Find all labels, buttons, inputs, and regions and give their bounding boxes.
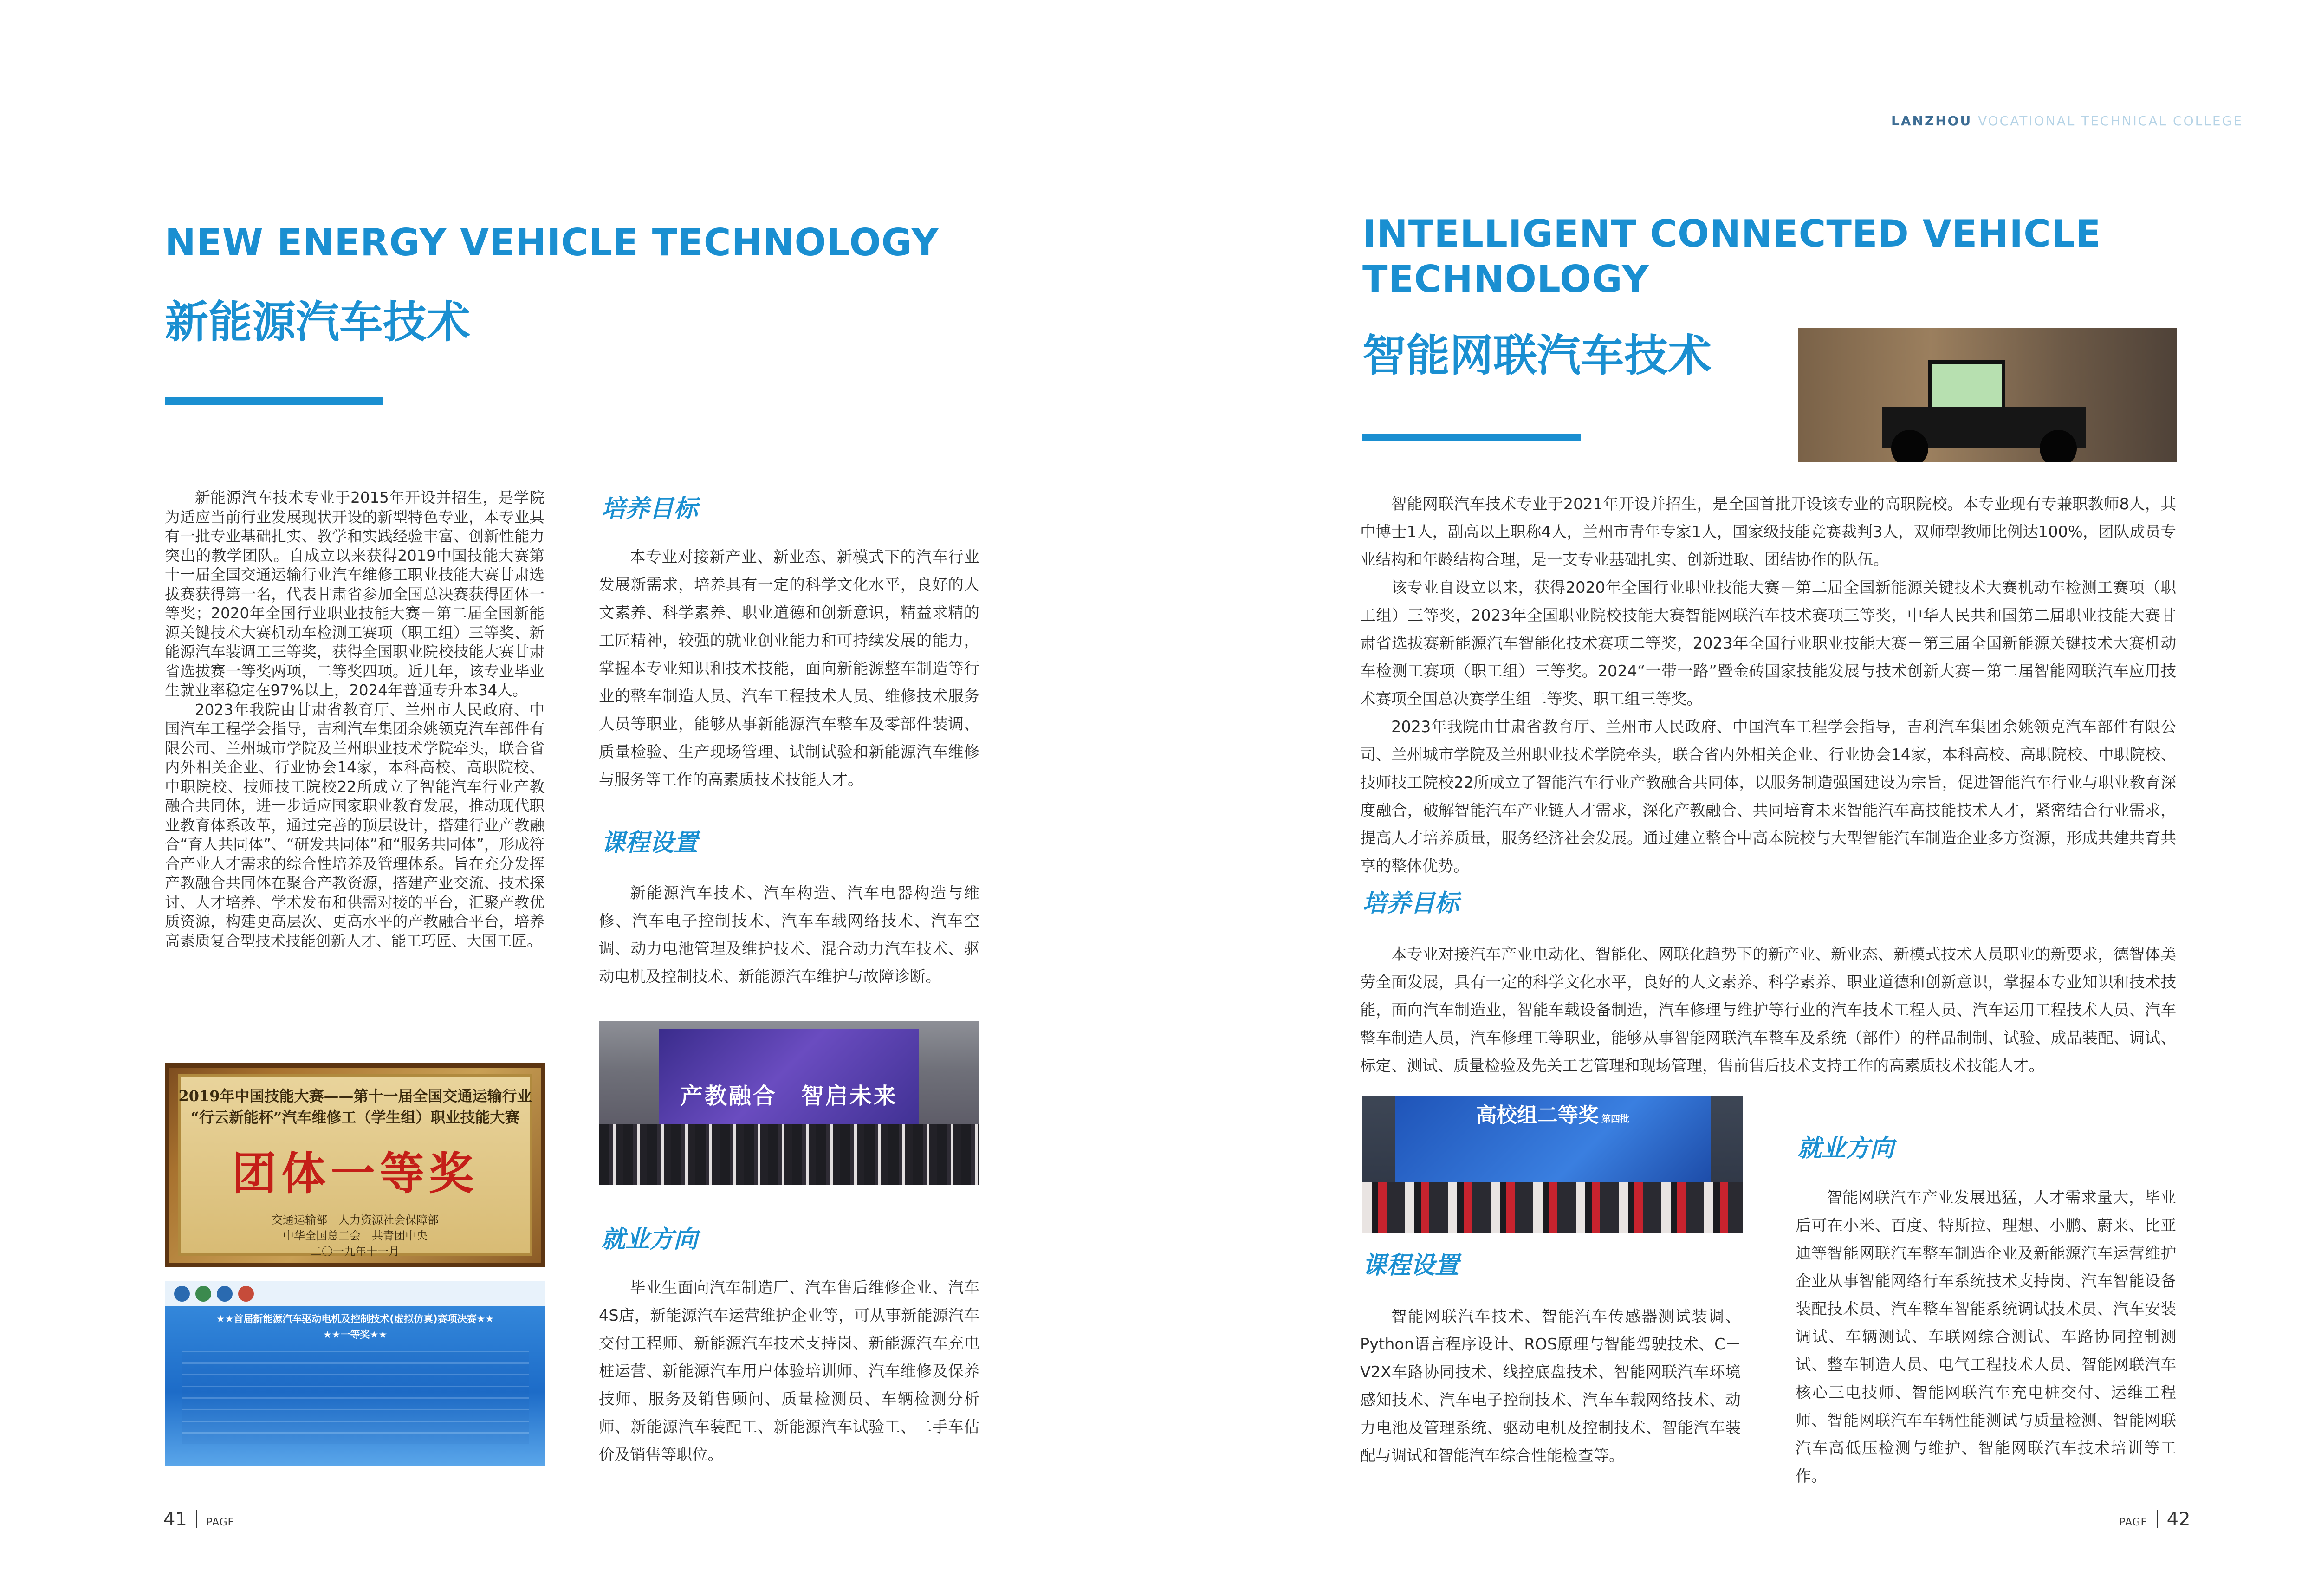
stage-screen — [1395, 1096, 1711, 1189]
left-sec-course-title: 课程设置 — [601, 829, 698, 857]
left-sec-course-text — [599, 879, 979, 991]
right-intro-p2: 该专业自设立以来，获得2020年全国行业职业技能大赛－第二届全国新能源关键技术大赛机动车检测工赛项（职工组）三等奖，2023年全国职业院校技能大赛智能网联汽车技术赛项三等奖，中华人民共和国第二届职业技能大赛甘肃省选拔赛新能源汽车智能化技术赛项二等奖，2023年全国行业职业技能大赛－第三届全国新能源关键技术大赛机动车检测工赛项（职工组）三等奖。2024“一带一路”暨金砖国家技能发展与技术创新大赛－第二届智能网联汽车应用技术赛项全国总决赛学生组二等奖、职工组三等奖。 — [1360, 578, 2176, 708]
right-intro — [1360, 490, 2176, 880]
left-title-en: NEW ENERGY VEHICLE TECHNOLOGY — [165, 221, 939, 264]
left-page-divider — [196, 1510, 197, 1528]
certificate-header — [178, 1085, 532, 1128]
results-screen-photo — [165, 1281, 545, 1466]
right-intro-p1: 智能网联汽车技术专业于2021年开设并招生，是全国首批开设该专业的高职院校。本专业现有专兼职教师8人，其中博士1人，副高以上职称4人，兰州市青年专家1人，国家级技能竞赛裁判3人，双师型教师比例达100%，团队成员专业结构和年龄结构合理，是一支专业基础扎实、创新进取、团结协作的队伍。 — [1360, 495, 2176, 569]
right-page-divider — [2157, 1510, 2158, 1528]
right-sec-course-paragraph: 智能网联汽车技术、智能汽车传感器测试装调、Python语言程序设计、ROS原理与智能驾驶技术、C－V2X车路协同技术、线控底盘技术、智能网联汽车环境感知技术、汽车电子控制技术、汽车车载网络技术、动力电池及管理系统、驱动电机及控制技术、智能汽车装配与调试和智能汽车综合性能检查等。 — [1360, 1307, 1741, 1465]
left-sec-career-title: 就业方向 — [601, 1226, 698, 1253]
vehicle-wheel — [2040, 430, 2077, 462]
right-sec-course-title: 课程设置 — [1362, 1252, 1459, 1279]
logo-icon — [195, 1286, 211, 1302]
right-page-footer — [2119, 1509, 2191, 1530]
left-title-cn: 新能源汽车技术 — [165, 297, 471, 348]
logo-icon — [174, 1286, 190, 1302]
results-table — [182, 1351, 529, 1444]
screen-line1: ★★首届新能源汽车驱动电机及控制技术(虚拟仿真)赛项决赛★★ — [216, 1313, 494, 1324]
right-sec-goal-paragraph: 本专业对接汽车产业电动化、智能化、网联化趋势下的新产业、新业态、新模式技术人员职业的新要求，德智体美劳全面发展，具有一定的科学文化水平，良好的人文素养、科学素养、职业道德和创新意识，掌握本专业知识和技术技能，面向汽车制造业，智能车载设备制造，汽车修理与维护等行业的汽车技术工程人员、汽车运用工程技术人员、汽车整车制造人员，汽车修理工等职业，能够从事智能网联汽车整车及系统（部件）的样品制制、试验、成品装配、调试、标定、测试、质量检验及先关工艺管理和现场管理，售前售后技术支持工作的高素质技术技能人才。 — [1360, 945, 2176, 1075]
certificate-line2: “行云新能杯”汽车维修工（学生组）职业技能大赛 — [190, 1109, 520, 1126]
vehicle-monitor — [1928, 360, 2005, 414]
stage-award-badge: 第四批 — [1601, 1113, 1629, 1124]
left-sec-goal-title: 培养目标 — [601, 495, 698, 523]
vehicle-wheel — [1891, 430, 1928, 462]
left-page-footer — [163, 1509, 235, 1530]
stage-award-title: 高校组二等奖 — [1476, 1103, 1599, 1127]
left-intro — [165, 488, 545, 951]
right-sec-career-title: 就业方向 — [1797, 1135, 1894, 1162]
screen-line2: ★★一等奖★★ — [323, 1329, 388, 1340]
left-sec-career-paragraph: 毕业生面向汽车制造厂、汽车售后维修企业、汽车4S店，新能源汽车运营维护企业等，可从事新能源汽车交付工程师、新能源汽车技术支持岗、新能源汽车充电桩运营、新能源汽车用户体验培训师、汽车维修及保养技师、服务及销售顾问、质量检测员、车辆检测分析师、新能源汽车装配工、新能源汽车试验工、二手车估价及销售等职位。 — [599, 1278, 979, 1464]
left-title-rule — [165, 397, 383, 405]
right-title-rule — [1362, 434, 1581, 441]
right-title-cn: 智能网联汽车技术 — [1362, 331, 1712, 381]
award-stage-photo — [1362, 1096, 1743, 1233]
event-crowd — [599, 1124, 979, 1185]
right-title-en-line1: INTELLIGENT CONNECTED VEHICLE — [1362, 212, 2101, 255]
left-page-number: 41 — [163, 1509, 187, 1530]
certificate-photo — [165, 1063, 545, 1267]
right-intro-p3: 2023年我院由甘肃省教育厅、兰州市人民政府、中国汽车工程学会指导，吉利汽车集团余姚领克汽车部件有限公司、兰州城市学院及兰州职业技术学院牵头，联合省内外相关企业、行业协会14家，本科高校、高职院校、中职院校、技师技工院校22所成立了智能汽车行业产教融合共同体，以服务制造强国建设为宗旨，促进智能汽车行业与职业教育深度融合，破解智能汽车产业链人才需求，深化产教融合、共同培育未来智能汽车高技能技术人才，紧密结合行业需求，提高人才培养质量，服务经济社会发展。通过建立整合中高本院校与大型智能汽车制造企业多方资源，形成共建共育共享的整体优势。 — [1360, 718, 2177, 875]
right-sec-career-paragraph: 智能网联汽车产业发展迅猛，人才需求量大，毕业后可在小米、百度、特斯拉、理想、小鹏、蔚来、比亚迪等智能网联汽车整车制造企业及新能源汽车运营维护企业从事智能网络行车系统技术支持岗、汽车智能设备装配技术员、汽车整车智能系统调试技术员、汽车安装调试、车辆测试、车联网综合测试、车路协同控制测试、整车制造人员、电气工程技术人员、智能网联汽车核心三电技师、智能网联汽车充电桩交付、运维工程师、智能网联汽车车辆性能测试与质量检测、智能网联汽车高低压检测与维护、智能网联汽车技术培训等工作。 — [1796, 1188, 2176, 1485]
certificate-footer — [178, 1212, 532, 1259]
vehicle-photo — [1798, 328, 2177, 462]
event-group-photo — [599, 1021, 979, 1185]
screen-logo-bar — [165, 1281, 545, 1306]
certificate-issuer1: 交通运输部 人力资源社会保障部 — [272, 1213, 439, 1226]
left-intro-p2: 2023年我院由甘肃省教育厅、兰州市人民政府、中国汽车工程学会指导，吉利汽车集团余姚领克汽车部件有限公司、兰州城市学院及兰州职业技术学院牵头，联合省内外相关企业、行业协会14家，本科高校、高职院校、中职院校、技师技工院校22所成立了智能汽车行业产教融合共同体，进一步适应国家职业教育发展，推动现代职业教育体系改革，通过完善的顶层设计，搭建行业产教融合“育人共同体”、“研发共同体”和“服务共同体”，形成符合产业人才需求的综合性培养及管理体系。旨在充分发挥产教融合共同体在聚合产教资源，搭建产业交流、技术探讨、人才培养、学术发布和供需对接的平台，汇聚产教优质资源，构建更高层次、更高水平的产教融合平台，培养高素质复合型技术技能创新人才、能工巧匠、大国工匠。 — [165, 701, 545, 950]
stage-people — [1362, 1182, 1743, 1233]
right-title-en — [1362, 211, 2101, 302]
certificate-award: 团体一等奖 — [232, 1147, 478, 1200]
right-title-en-line2: TECHNOLOGY — [1362, 258, 1649, 301]
left-intro-p1: 新能源汽车技术专业于2015年开设并招生，是学院为适应当前行业发展现状开设的新型特色专业，本专业具有一批专业基础扎实、教学和实践经验丰富、创新性能力突出的教学团队。自成立以来获得2019中国技能大赛第十一届全国交通运输行业汽车维修工职业技能大赛甘肃选拔赛获得第一名，代表甘肃省参加全国总决赛获得团体一等奖；2020年全国行业职业技能大赛－第二届全国新能源关键技术大赛机动车检测工赛项（职工组）三等奖、新能源汽车装调工三等奖，获得全国职业院校技能大赛甘肃省选拔赛一等奖两项，二等奖四项。近几年，该专业毕业生就业率稳定在97%以上，2024年普通专升本34人。 — [165, 489, 545, 699]
right-page-number: 42 — [2166, 1509, 2191, 1530]
event-banner-text: 产教融合 智启未来 — [680, 1083, 898, 1109]
left-sec-career-text — [599, 1274, 979, 1469]
right-page-word: PAGE — [2119, 1517, 2148, 1528]
running-header — [1891, 113, 2243, 129]
left-sec-goal-paragraph: 本专业对接新产业、新业态、新模式下的汽车行业发展新需求，培养具有一定的科学文化水平，良好的人文素养、科学素养、职业道德和创新意识，精益求精的工匠精神，较强的就业创业能力和可持续发展的能力，掌握本专业知识和技术技能，面向新能源整车制造等行业的整车制造人员、汽车工程技术人员、维修技术服务人员等职业，能够从事新能源汽车整车及零部件装调、质量检验、生产现场管理、试制试验和新能源汽车维修与服务等工作的高素质技术技能人才。 — [599, 548, 979, 789]
event-backdrop — [659, 1029, 919, 1140]
screen-heading — [174, 1311, 536, 1343]
logo-icon — [217, 1286, 233, 1302]
left-page-word: PAGE — [206, 1517, 235, 1528]
right-sec-course-text — [1360, 1303, 1741, 1470]
header-brand: LANZHOU — [1891, 113, 1972, 129]
header-subtitle: VOCATIONAL TECHNICAL COLLEGE — [1977, 113, 2243, 129]
right-sec-career-text — [1796, 1184, 2176, 1490]
certificate-line1: 2019年中国技能大赛——第十一届全国交通运输行业 — [178, 1087, 532, 1105]
left-sec-goal-text — [599, 543, 979, 794]
right-sec-goal-title: 培养目标 — [1362, 889, 1459, 917]
left-sec-course-paragraph: 新能源汽车技术、汽车构造、汽车电器构造与维修、汽车电子控制技术、汽车车载网络技术、汽车空调、动力电池管理及维护技术、混合动力汽车技术、驱动电机及控制技术、新能源汽车维护与故障诊断。 — [599, 884, 979, 986]
stage-screen-title — [1395, 1098, 1711, 1128]
logo-icon — [238, 1286, 254, 1302]
certificate-date: 二〇一九年十一月 — [311, 1245, 400, 1258]
certificate-plate — [178, 1074, 532, 1256]
right-sec-goal-text — [1360, 941, 2176, 1080]
certificate-issuer2: 中华全国总工会 共青团中央 — [283, 1229, 428, 1242]
